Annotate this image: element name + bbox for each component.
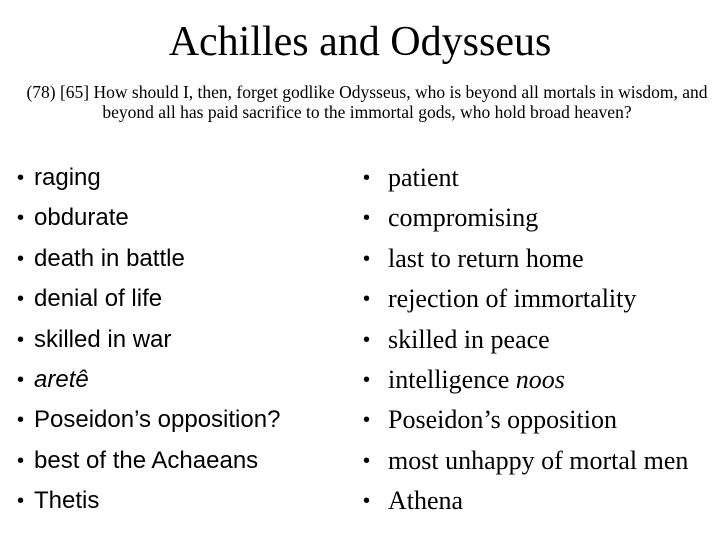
list-item-text: last to return home [388, 243, 584, 273]
slide-title: Achilles and Odysseus [168, 19, 552, 65]
list-item [352, 320, 720, 360]
list-item [352, 239, 720, 279]
list-item [352, 360, 720, 400]
quote-text: (78) [65] How should I, then, forget godlike Odysseus, who is beyond all mortals in wisdom, and beyond all has paid sacrifice to the immortal gods, who hold broad heaven? [26, 82, 708, 122]
bullet-icon: • [17, 328, 25, 351]
bullet-icon: • [363, 167, 371, 189]
bullet-icon: • [17, 449, 25, 472]
list-item-text: aretê [34, 365, 89, 393]
bullet-icon: • [17, 207, 25, 230]
odysseus-list [352, 158, 720, 522]
list-item-text: death in battle [34, 244, 185, 272]
list-item [352, 279, 720, 319]
list-item-italic-term: noos [515, 364, 565, 394]
list-item [352, 198, 720, 238]
list-item [352, 481, 720, 521]
bullet-icon: • [363, 490, 371, 513]
bullet-icon: • [363, 409, 371, 432]
bullet-icon: • [363, 247, 371, 270]
bullet-icon: • [363, 207, 371, 230]
list-item-text: Athena [388, 486, 464, 516]
list-item-text: denial of life [34, 285, 163, 313]
list-item-text: skilled in war [34, 325, 172, 353]
bullet-icon: • [363, 328, 371, 351]
list-item-text: Poseidon’s opposition? [34, 406, 281, 434]
bullet-icon: • [17, 247, 25, 270]
list-item [0, 158, 345, 198]
bullet-icon: • [17, 288, 25, 311]
list-item-text: Poseidon’s opposition [388, 405, 617, 435]
bullet-icon: • [17, 368, 25, 391]
list-item-text: raging [34, 164, 101, 191]
list-item [0, 320, 345, 360]
list-item [0, 198, 345, 238]
list-item-text: rejection of immortality [388, 284, 637, 314]
bullet-icon: • [363, 288, 371, 311]
bullet-icon: • [363, 368, 371, 391]
list-item-text: obdurate [34, 204, 129, 232]
bullet-icon: • [17, 490, 25, 513]
list-item [0, 279, 345, 319]
bullet-icon: • [17, 409, 25, 432]
list-item [0, 441, 345, 481]
bullet-icon: • [363, 449, 371, 472]
bullet-icon: • [17, 167, 25, 189]
list-item [0, 239, 345, 279]
list-item-text: intelligence [388, 364, 510, 394]
list-item-text: skilled in peace [388, 324, 550, 354]
list-item [0, 481, 345, 521]
list-item [0, 360, 345, 400]
list-item [352, 400, 720, 440]
list-item-text: Thetis [34, 487, 100, 515]
list-item [352, 441, 720, 481]
list-item-text: most unhappy of mortal men [388, 445, 689, 475]
list-item [0, 400, 345, 440]
list-item-text: patient [388, 163, 459, 192]
list-item-text: compromising [388, 203, 539, 233]
achilles-list [0, 158, 345, 522]
list-item [352, 158, 720, 198]
list-item-text: best of the Achaeans [34, 446, 259, 474]
